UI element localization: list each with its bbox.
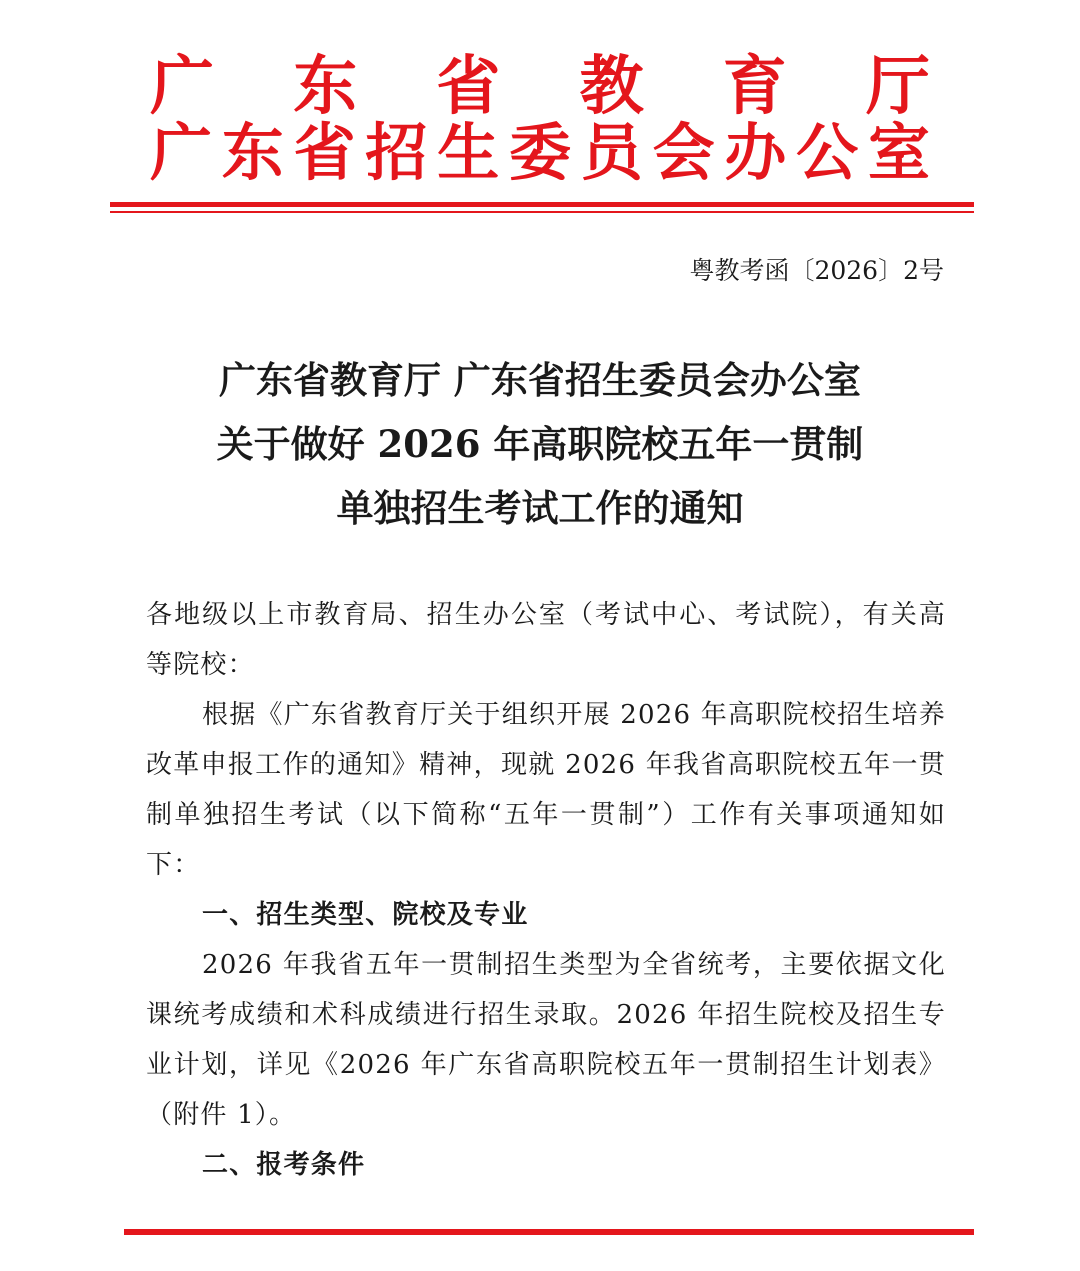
document-title-line-2: 关于做好 2026 年高职院校五年一贯制: [216, 422, 864, 466]
section-heading-1: 一、招生类型、院校及专业: [202, 900, 529, 930]
header-char: 室: [867, 116, 930, 189]
header-char: 育: [722, 49, 787, 124]
header-char: 东: [221, 116, 284, 189]
header-char: 生: [437, 116, 500, 189]
header-char: 公: [796, 116, 859, 189]
salutation-block: [146, 590, 946, 690]
document-title-line-1: 广东省教育厅 广东省招生委员会办公室: [219, 358, 861, 402]
header-char: 厅: [865, 49, 930, 124]
issuer-header-line-2: [150, 116, 930, 189]
header-char: 广: [150, 49, 214, 124]
header-divider-thin: [110, 211, 974, 213]
header-char: 招: [365, 116, 428, 189]
header-divider-thick: [110, 202, 974, 207]
paragraph-intro: 根据《广东省教育厅关于组织开展 2026 年高职院校招生培养改革申报工作的通知》精神，现就 2026 年我省高职院校五年一贯制单独招生考试（以下简称“五年一贯制”）工作有关事项通知如下：: [146, 700, 946, 880]
header-char: 教: [579, 49, 644, 124]
header-char: 东: [293, 49, 358, 124]
main-body: [146, 690, 946, 1190]
issuer-header-line-1: [150, 49, 930, 124]
document-title-line-3: 单独招生考试工作的通知: [336, 486, 744, 530]
paragraph-section-1: 2026 年我省五年一贯制招生类型为全省统考，主要依据文化课统考成绩和术科成绩进行招生录取。2026 年招生院校及招生专业计划，详见《2026 年广东省高职院校五年一贯制招生计划表》（附件 1）。: [146, 950, 946, 1130]
section-heading-2: 二、报考条件: [202, 1150, 366, 1180]
header-char: 会: [652, 116, 715, 189]
salutation: 各地级以上市教育局、招生办公室（考试中心、考试院），有关高等院校：: [146, 600, 946, 680]
header-char: 委: [508, 116, 571, 189]
header-char: 办: [724, 116, 787, 189]
header-char: 员: [580, 116, 643, 189]
footer-divider: [124, 1229, 974, 1235]
header-char: 省: [293, 116, 356, 189]
header-char: 省: [436, 49, 501, 124]
document-number: 粤教考函〔2026〕2号: [689, 256, 944, 285]
header-char: 广: [150, 116, 213, 189]
